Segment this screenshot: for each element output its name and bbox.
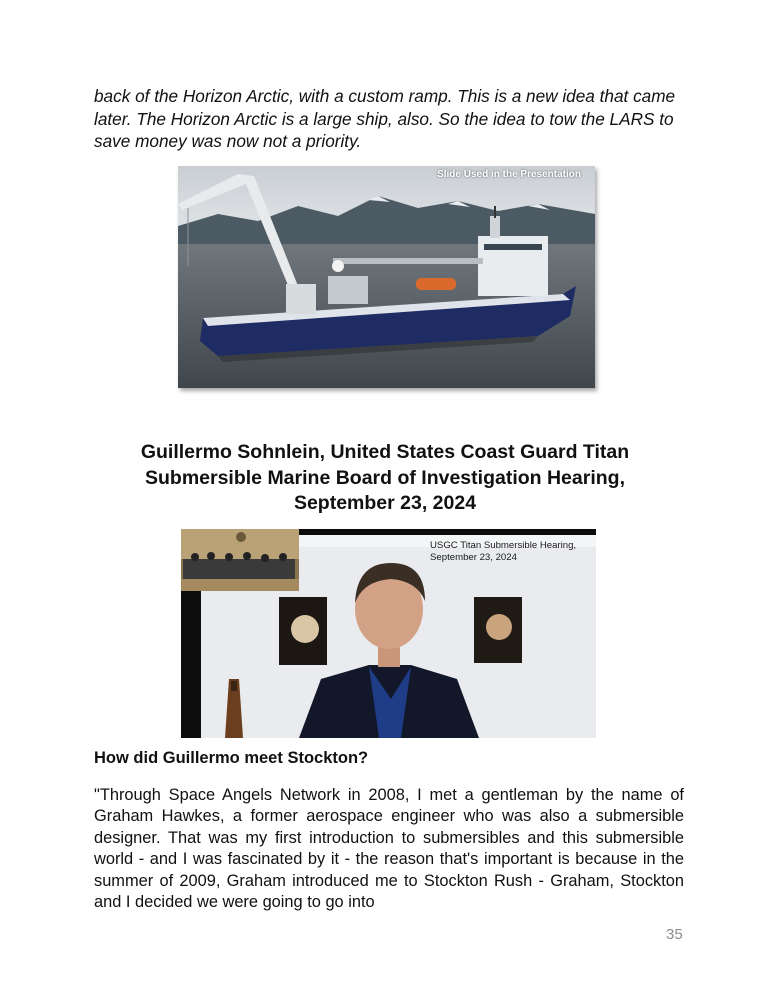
figure1-caption: Slide Used in the Presentation bbox=[437, 169, 581, 180]
hearing-heading bbox=[100, 440, 670, 517]
hearing-video-still bbox=[181, 529, 596, 738]
page-number: 35 bbox=[666, 926, 683, 943]
heading-line-1: Guillermo Sohnlein, United States Coast Guard Titan bbox=[140, 441, 630, 463]
body-paragraph: "Through Space Angels Network in 2008, I met a gentleman by the name of Graham Hawkes, a former aerospace engineer who was also a submersible designer. That was my first introduction to submersibles and this submersible world - and I was fascinated by it - the reason that's important is because in the summer of 2009, Graham introduced me to Stockton Rush - Graham, Stockton and I decided we were going to go into bbox=[94, 786, 684, 912]
intro-paragraph: back of the Horizon Arctic, with a custom ramp. This is a new idea that came later. The Horizon Arctic is a large ship, also. So the idea to tow the LARS to save money was now not a priority. bbox=[94, 86, 676, 151]
figure2-caption: USGC Titan Submersible Hearing, September 23, 2024 bbox=[430, 540, 577, 563]
ship-illustration bbox=[178, 166, 595, 388]
question-heading: How did Guillermo meet Stockton? bbox=[94, 749, 369, 767]
heading-line-2: Submersible Marine Board of Investigation Hearing, bbox=[144, 466, 625, 489]
heading-line-3: September 23, 2024 bbox=[293, 492, 477, 514]
ship-photo bbox=[178, 166, 595, 388]
